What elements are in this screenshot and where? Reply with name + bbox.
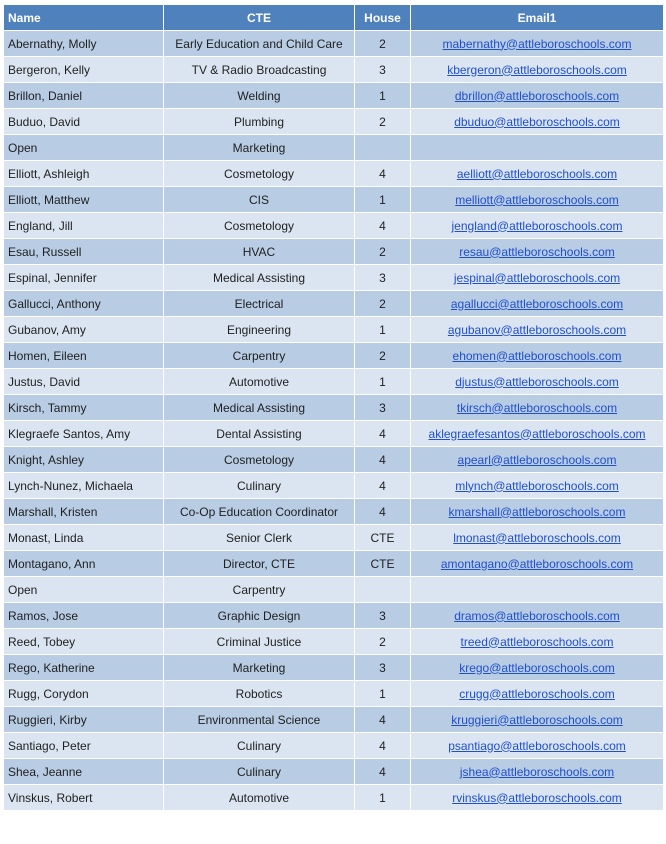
cell-email (411, 681, 664, 707)
cell-cte: Plumbing (164, 109, 355, 135)
staff-directory (3, 4, 663, 811)
email-link[interactable]: amontagano@attleboroschools.com (440, 556, 634, 571)
table-row (4, 629, 664, 655)
cell-cte: Welding (164, 83, 355, 109)
email-link[interactable]: jshea@attleboroschools.com (459, 764, 615, 779)
cell-cte: CIS (164, 187, 355, 213)
cell-house: 2 (355, 629, 411, 655)
cell-cte: Dental Assisting (164, 421, 355, 447)
table-row (4, 551, 664, 577)
email-link[interactable]: aelliott@attleboroschools.com (456, 166, 618, 181)
cell-cte: Co-Op Education Coordinator (164, 499, 355, 525)
cell-name: Brillon, Daniel (4, 83, 164, 109)
cell-name: Gallucci, Anthony (4, 291, 164, 317)
column-header-cte: CTE (164, 5, 355, 31)
cell-house: 1 (355, 187, 411, 213)
table-row (4, 447, 664, 473)
cell-house: 3 (355, 655, 411, 681)
cell-email (411, 603, 664, 629)
cell-email (411, 291, 664, 317)
cell-cte: Marketing (164, 135, 355, 161)
cell-name: Justus, David (4, 369, 164, 395)
cell-email (411, 369, 664, 395)
cell-email (411, 707, 664, 733)
cell-cte: Marketing (164, 655, 355, 681)
email-link[interactable]: dbrillon@attleboroschools.com (454, 88, 620, 103)
email-link[interactable]: apearl@attleboroschools.com (457, 452, 617, 467)
cell-email (411, 187, 664, 213)
cell-house: 2 (355, 239, 411, 265)
cell-name: Marshall, Kristen (4, 499, 164, 525)
cell-name: Ramos, Jose (4, 603, 164, 629)
cell-email (411, 395, 664, 421)
cell-name: Rego, Katherine (4, 655, 164, 681)
table-row (4, 525, 664, 551)
cell-house: 4 (355, 759, 411, 785)
cell-house: 2 (355, 109, 411, 135)
cell-email (411, 317, 664, 343)
table-row (4, 681, 664, 707)
table-row (4, 733, 664, 759)
cell-name: Espinal, Jennifer (4, 265, 164, 291)
table-header-row (4, 5, 664, 31)
email-link[interactable]: agubanov@attleboroschools.com (447, 322, 627, 337)
cell-house: 4 (355, 421, 411, 447)
email-link[interactable]: psantiago@attleboroschools.com (448, 738, 626, 753)
email-link[interactable]: agallucci@attleboroschools.com (450, 296, 624, 311)
cell-house: 2 (355, 291, 411, 317)
cell-cte: Culinary (164, 733, 355, 759)
cell-name: Santiago, Peter (4, 733, 164, 759)
email-link[interactable]: krego@attleboroschools.com (459, 660, 615, 675)
cell-name: Buduo, David (4, 109, 164, 135)
cell-house: CTE (355, 551, 411, 577)
table-row (4, 369, 664, 395)
table-row (4, 57, 664, 83)
cell-house: 1 (355, 681, 411, 707)
email-link[interactable]: aklegraefesantos@attleboroschools.com (428, 426, 646, 441)
email-link[interactable]: tkirsch@attleboroschools.com (456, 400, 618, 415)
cell-house: 4 (355, 733, 411, 759)
email-link[interactable]: crugg@attleboroschools.com (459, 686, 615, 701)
cell-cte: HVAC (164, 239, 355, 265)
staff-table (3, 4, 664, 811)
cell-email (411, 83, 664, 109)
cell-email (411, 525, 664, 551)
table-row (4, 785, 664, 811)
cell-email (411, 57, 664, 83)
cell-name: Ruggieri, Kirby (4, 707, 164, 733)
cell-name: Gubanov, Amy (4, 317, 164, 343)
cell-name: Montagano, Ann (4, 551, 164, 577)
cell-name: Shea, Jeanne (4, 759, 164, 785)
email-link[interactable]: mabernathy@attleboroschools.com (442, 36, 632, 51)
email-link[interactable]: rvinskus@attleboroschools.com (452, 790, 622, 805)
cell-house: 4 (355, 707, 411, 733)
cell-email (411, 499, 664, 525)
cell-house: 2 (355, 343, 411, 369)
cell-email (411, 759, 664, 785)
cell-cte: TV & Radio Broadcasting (164, 57, 355, 83)
table-row (4, 31, 664, 57)
cell-email (411, 551, 664, 577)
cell-email (411, 343, 664, 369)
cell-name: Open (4, 135, 164, 161)
cell-cte: Director, CTE (164, 551, 355, 577)
cell-email (411, 655, 664, 681)
email-link[interactable]: mlynch@attleboroschools.com (455, 478, 619, 493)
cell-cte: Medical Assisting (164, 395, 355, 421)
cell-name: Rugg, Corydon (4, 681, 164, 707)
table-row (4, 291, 664, 317)
cell-email (411, 785, 664, 811)
email-link[interactable]: treed@attleboroschools.com (460, 634, 614, 649)
cell-house: 3 (355, 603, 411, 629)
table-row (4, 135, 664, 161)
cell-cte: Cosmetology (164, 447, 355, 473)
cell-house: 3 (355, 57, 411, 83)
cell-email (411, 135, 664, 161)
table-row (4, 343, 664, 369)
cell-house: 3 (355, 395, 411, 421)
cell-house: 1 (355, 369, 411, 395)
cell-name: Klegraefe Santos, Amy (4, 421, 164, 447)
column-header-name: Name (4, 5, 164, 31)
cell-cte: Graphic Design (164, 603, 355, 629)
cell-cte: Engineering (164, 317, 355, 343)
cell-name: Vinskus, Robert (4, 785, 164, 811)
email-link[interactable]: resau@attleboroschools.com (459, 244, 615, 259)
cell-email (411, 31, 664, 57)
cell-house: 4 (355, 213, 411, 239)
table-row (4, 603, 664, 629)
cell-house (355, 135, 411, 161)
cell-cte: Carpentry (164, 343, 355, 369)
cell-email (411, 733, 664, 759)
table-row (4, 109, 664, 135)
cell-name: Elliott, Ashleigh (4, 161, 164, 187)
table-row (4, 213, 664, 239)
email-link[interactable]: kbergeron@attleboroschools.com (447, 62, 627, 77)
column-header-email: Email1 (411, 5, 664, 31)
email-link[interactable]: dbuduo@attleboroschools.com (454, 114, 620, 129)
cell-email (411, 213, 664, 239)
table-row (4, 655, 664, 681)
cell-cte: Robotics (164, 681, 355, 707)
table-row (4, 577, 664, 603)
email-link[interactable]: melliott@attleboroschools.com (455, 192, 619, 207)
cell-email (411, 629, 664, 655)
cell-email (411, 447, 664, 473)
cell-house: 1 (355, 83, 411, 109)
email-link[interactable]: dramos@attleboroschools.com (454, 608, 620, 623)
cell-name: Kirsch, Tammy (4, 395, 164, 421)
cell-cte: Automotive (164, 369, 355, 395)
cell-name: Reed, Tobey (4, 629, 164, 655)
email-link[interactable]: lmonast@attleboroschools.com (453, 530, 621, 545)
cell-house: 4 (355, 447, 411, 473)
cell-name: Knight, Ashley (4, 447, 164, 473)
cell-email (411, 109, 664, 135)
column-header-house: House (355, 5, 411, 31)
table-row (4, 187, 664, 213)
table-row (4, 499, 664, 525)
cell-house: 2 (355, 31, 411, 57)
cell-name: Elliott, Matthew (4, 187, 164, 213)
cell-name: England, Jill (4, 213, 164, 239)
table-row (4, 239, 664, 265)
cell-name: Lynch-Nunez, Michaela (4, 473, 164, 499)
cell-house: 1 (355, 317, 411, 343)
cell-cte: Senior Clerk (164, 525, 355, 551)
table-row (4, 317, 664, 343)
cell-cte: Criminal Justice (164, 629, 355, 655)
cell-name: Monast, Linda (4, 525, 164, 551)
cell-cte: Culinary (164, 759, 355, 785)
cell-email (411, 161, 664, 187)
email-link[interactable]: kmarshall@attleboroschools.com (448, 504, 626, 519)
cell-name: Bergeron, Kelly (4, 57, 164, 83)
email-link[interactable]: jengland@attleboroschools.com (451, 218, 623, 233)
cell-email (411, 421, 664, 447)
cell-house: CTE (355, 525, 411, 551)
cell-house (355, 577, 411, 603)
cell-house: 4 (355, 499, 411, 525)
table-row (4, 473, 664, 499)
email-link[interactable]: ehomen@attleboroschools.com (452, 348, 622, 363)
cell-email (411, 239, 664, 265)
cell-cte: Carpentry (164, 577, 355, 603)
cell-name: Abernathy, Molly (4, 31, 164, 57)
cell-cte: Automotive (164, 785, 355, 811)
cell-cte: Cosmetology (164, 213, 355, 239)
cell-name: Open (4, 577, 164, 603)
cell-email (411, 473, 664, 499)
cell-cte: Electrical (164, 291, 355, 317)
table-body (4, 31, 664, 811)
table-row (4, 707, 664, 733)
cell-cte: Environmental Science (164, 707, 355, 733)
table-row (4, 759, 664, 785)
cell-cte: Culinary (164, 473, 355, 499)
cell-house: 4 (355, 473, 411, 499)
cell-house: 1 (355, 785, 411, 811)
table-row (4, 83, 664, 109)
cell-email (411, 265, 664, 291)
cell-house: 3 (355, 265, 411, 291)
table-row (4, 265, 664, 291)
email-link[interactable]: kruggieri@attleboroschools.com (451, 712, 623, 727)
cell-cte: Cosmetology (164, 161, 355, 187)
table-row (4, 421, 664, 447)
cell-name: Homen, Eileen (4, 343, 164, 369)
table-row (4, 395, 664, 421)
cell-email (411, 577, 664, 603)
cell-house: 4 (355, 161, 411, 187)
email-link[interactable]: jespinal@attleboroschools.com (453, 270, 621, 285)
cell-name: Esau, Russell (4, 239, 164, 265)
cell-cte: Early Education and Child Care (164, 31, 355, 57)
cell-cte: Medical Assisting (164, 265, 355, 291)
email-link[interactable]: djustus@attleboroschools.com (455, 374, 619, 389)
table-row (4, 161, 664, 187)
